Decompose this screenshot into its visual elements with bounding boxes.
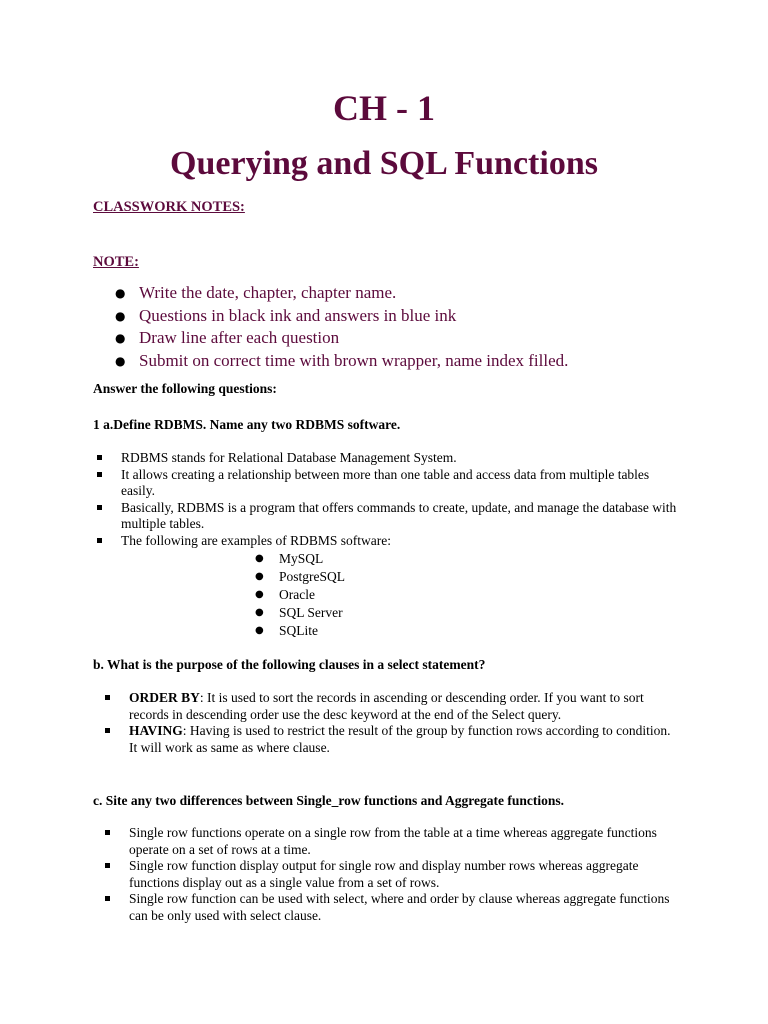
answer-text: It allows creating a relationship between more than one table and access data from multiple tables easily.: [121, 466, 650, 498]
example-text: PostgreSQL: [279, 569, 346, 584]
question-b: b. What is the purpose of the following clauses in a select statement?: [93, 657, 486, 672]
answer-list-b: [129, 690, 674, 756]
answer-list-1a: [121, 450, 681, 549]
example-item: [255, 568, 479, 586]
note-text: Submit on correct time with brown wrapper, name index filled.: [139, 350, 569, 370]
square-bullet-icon: [105, 863, 110, 868]
question-1a: 1 a.Define RDBMS. Name any two RDBMS software.: [93, 417, 401, 432]
bullet-icon: ●: [255, 589, 264, 600]
square-bullet-icon: [105, 695, 110, 700]
example-text: Oracle: [279, 587, 315, 602]
example-item: [255, 586, 479, 604]
answer-list-c: [129, 825, 674, 924]
example-text: SQL Server: [279, 605, 343, 620]
answer-item: [129, 825, 674, 858]
example-item: [255, 550, 479, 568]
answer-item: [121, 500, 681, 533]
answer-item: [129, 723, 674, 756]
bullet-icon: ●: [115, 286, 126, 300]
note-item: [93, 350, 693, 373]
bullet-icon: ●: [255, 625, 264, 636]
answer-item: [129, 891, 674, 924]
square-bullet-icon: [97, 538, 102, 543]
answer-item: [129, 858, 674, 891]
note-text: Write the date, chapter, chapter name.: [139, 283, 397, 302]
chapter-title: Querying and SQL Functions: [170, 145, 598, 182]
note-text: Questions in black ink and answers in blue ink: [139, 305, 457, 325]
clause-keyword: ORDER BY: [129, 690, 200, 705]
bullet-icon: ●: [115, 331, 126, 345]
answer-text: Single row function display output for single row and display number rows whereas aggregate functions display out as a single value from a set of rows.: [129, 858, 639, 890]
note-list: [93, 282, 693, 372]
bullet-icon: ●: [115, 308, 126, 323]
note-label: NOTE:: [93, 254, 139, 270]
square-bullet-icon: [97, 455, 102, 460]
classwork-notes-label: CLASSWORK NOTES:: [93, 199, 245, 215]
example-item: [255, 622, 479, 640]
answer-item: [121, 450, 681, 467]
bullet-icon: ●: [255, 553, 264, 564]
example-text: SQLite: [279, 623, 318, 638]
chapter-number: CH - 1: [333, 88, 435, 128]
square-bullet-icon: [105, 830, 110, 835]
answer-item: [121, 533, 681, 550]
note-item: [93, 282, 693, 305]
bullet-icon: ●: [255, 571, 264, 582]
bullet-icon: ●: [255, 607, 264, 618]
question-c: c. Site any two differences between Single_row functions and Aggregate functions.: [93, 793, 564, 808]
answer-text: The following are examples of RDBMS software:: [121, 532, 391, 548]
square-bullet-icon: [97, 505, 102, 510]
square-bullet-icon: [105, 728, 110, 733]
square-bullet-icon: [105, 896, 110, 901]
answer-item: [121, 467, 681, 500]
answer-text: : It is used to sort the records in ascending or descending order. If you want to sort records in descending order use the desc keyword at the end of the Select query.: [129, 690, 644, 722]
answer-text: Basically, RDBMS is a program that offers commands to create, update, and manage the database with multiple tables.: [121, 499, 677, 531]
answer-text: : Having is used to restrict the result of the group by function rows according to condition. It will work as same as where clause.: [129, 723, 671, 755]
bullet-icon: ●: [115, 353, 126, 368]
answer-text: Single row function can be used with select, where and order by clause whereas aggregate functions can be only used with select clause.: [129, 891, 670, 923]
example-item: [255, 604, 479, 622]
clause-keyword: HAVING: [129, 723, 183, 738]
note-item: [93, 305, 693, 328]
answer-text: Single row functions operate on a single row from the table at a time whereas aggregate functions operate on a set of rows at a time.: [129, 825, 657, 857]
rdbms-examples-list: [255, 550, 479, 640]
answer-text: RDBMS stands for Relational Database Management System.: [121, 450, 457, 465]
note-item: [93, 327, 693, 350]
square-bullet-icon: [97, 472, 102, 477]
note-text: Draw line after each question: [139, 328, 340, 347]
answer-heading: Answer the following questions:: [93, 381, 277, 396]
example-text: MySQL: [279, 551, 324, 566]
answer-item: [129, 690, 674, 723]
